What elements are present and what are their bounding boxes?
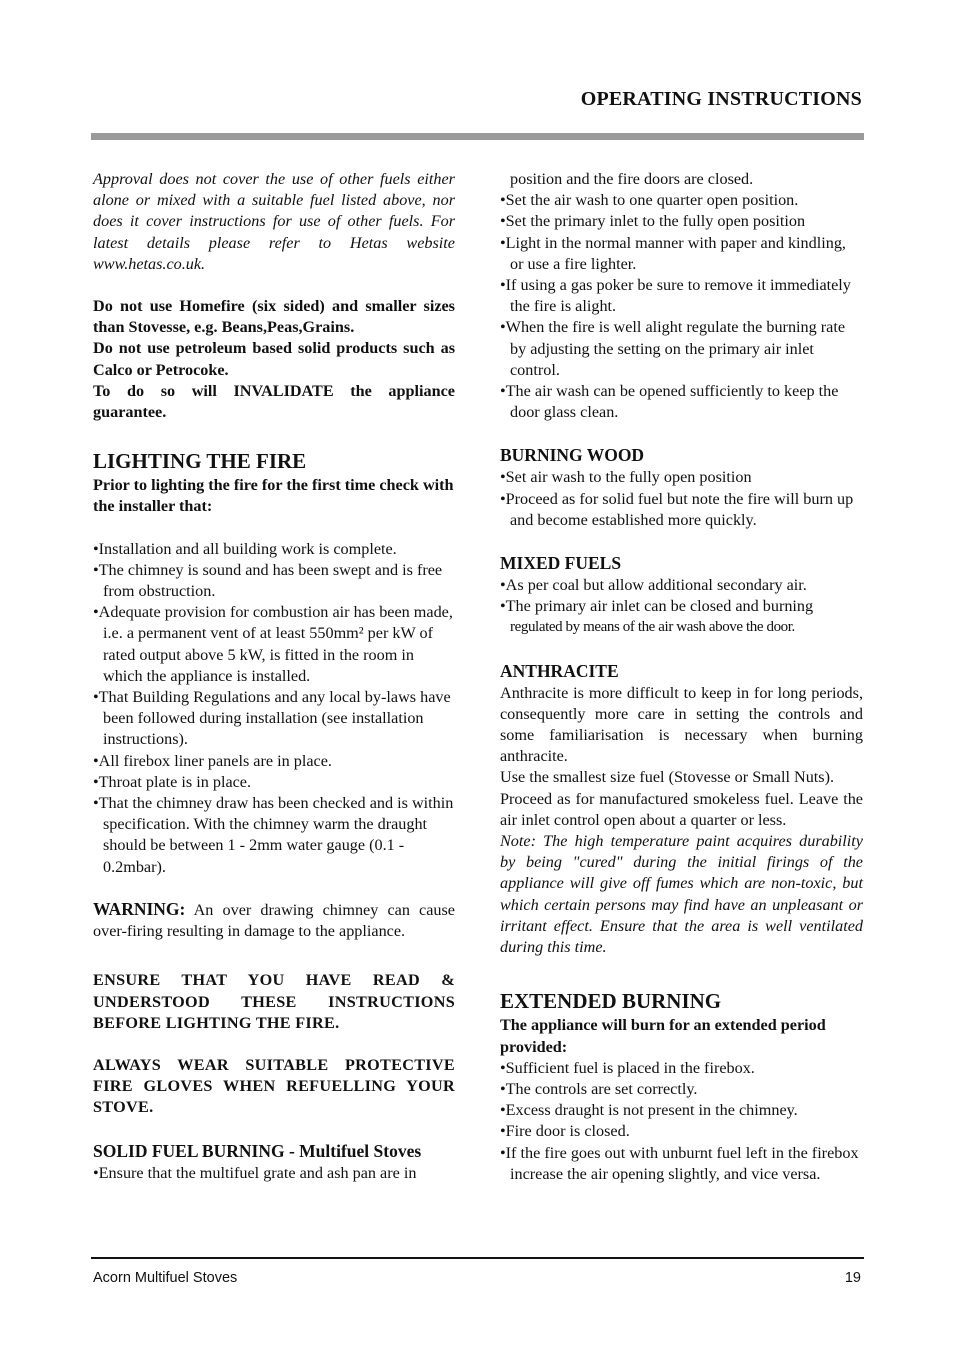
list-item: •Sufficient fuel is placed in the firebox.: [500, 1058, 755, 1077]
list-item: •Set the air wash to one quarter open position.: [500, 191, 799, 210]
solid-fuel-heading: SOLID FUEL BURNING - Multifuel Stoves: [93, 1140, 422, 1161]
list-item: •The air wash can be opened sufficiently to keep the door glass clean.: [500, 382, 839, 422]
list-item: •All firebox liner panels are in place.: [93, 751, 332, 770]
list-item: •As per coal but allow additional secondary air.: [500, 576, 807, 595]
page-title: OPERATING INSTRUCTIONS: [580, 88, 862, 110]
warning-label: WARNING:: [93, 898, 186, 919]
anthracite-paragraph: Use the smallest size fuel (Stovesse or Small Nuts).: [500, 768, 835, 787]
anthracite-heading: ANTHRACITE: [500, 660, 619, 681]
solid-fuel-continuation: position and the fire doors are closed.: [510, 170, 754, 188]
list-item: •Light in the normal manner with paper and kindling, or use a fire lighter.: [500, 233, 846, 273]
guarantee-warning: To do so will INVALIDATE the appliance guarantee.: [93, 381, 455, 422]
burning-wood-heading: BURNING WOOD: [500, 445, 645, 466]
list-item-continuation: regulated by means of the air wash above the door.: [510, 619, 795, 636]
read-instructions-notice: ENSURE THAT YOU HAVE READ & UNDERSTOOD THESE INSTRUCTIONS BEFORE LIGHTING THE FIRE.: [93, 971, 455, 1032]
mixed-fuels-heading: MIXED FUELS: [500, 553, 622, 574]
paint-curing-note: Note: The high temperature paint acquires durability by being "cured" during the initial firings of the appliance will give off fumes which are non-toxic, but which certain persons may find have an unpleasant or irritant effect. Ensure that the area is well ventilated during this time.: [500, 832, 863, 957]
list-item: •The primary air inlet can be closed and burning: [500, 597, 814, 616]
list-item: •That the chimney draw has been checked and is within specification. With the chimney warm the draught should be between 1 - 2mm water gauge (0.1 - 0.2mbar).: [93, 794, 454, 876]
page-number: 19: [844, 1270, 861, 1286]
list-item: •The chimney is sound and has been swept and is free from obstruction.: [93, 560, 443, 601]
lighting-checklist: [93, 539, 455, 878]
list-item: •Set air wash to the fully open position: [500, 468, 752, 487]
anthracite-paragraph: Anthracite is more difficult to keep in for long periods, consequently more care in setting the controls and some familiarisation is necessary when burning anthracite.: [500, 683, 863, 766]
approval-note: Approval does not cover the use of other fuels either alone or mixed with a suitable fuel listed above, nor does it cover instructions for use of other fuels. For latest details please refer to Hetas website www.hetas.co.uk.: [93, 170, 455, 273]
petroleum-warning: Do not use petroleum based solid products such as Calco or Petrocoke.: [93, 339, 455, 379]
list-item: •The controls are set correctly.: [500, 1079, 698, 1098]
header-rule: [91, 133, 864, 140]
list-item: •When the fire is well alight regulate the burning rate by adjusting the setting on the primary air inlet control.: [500, 318, 846, 379]
overdraw-warning: [93, 899, 455, 942]
right-column: [500, 169, 863, 1185]
list-item: •Proceed as for solid fuel but note the fire will burn up and become established more quickly.: [500, 489, 854, 529]
warning-text: An over drawing chimney can cause over-firing resulting in damage to the appliance.: [93, 900, 455, 941]
list-item: •Throat plate is in place.: [93, 772, 252, 791]
list-item: •If the fire goes out with unburnt fuel left in the firebox increase the air opening slightly, and vice versa.: [500, 1143, 859, 1183]
list-item: •If using a gas poker be sure to remove it immediately the fire is alight.: [500, 276, 851, 316]
extended-burning-intro: The appliance will burn for an extended period provided:: [500, 1016, 826, 1056]
gloves-notice: ALWAYS WEAR SUITABLE PROTECTIVE FIRE GLOVES WHEN REFUELLING YOUR STOVE.: [93, 1055, 455, 1117]
solid-fuel-first-bullet: •Ensure that the multifuel grate and ash pan are in: [93, 1163, 417, 1182]
footer-rule: [91, 1257, 864, 1259]
footer-title: Acorn Multifuel Stoves: [93, 1270, 238, 1286]
extended-burning-list: [500, 1058, 863, 1185]
lighting-intro: Prior to lighting the fire for the first time check with the installer that:: [93, 476, 454, 516]
solid-fuel-steps: [500, 190, 863, 423]
list-item: •That Building Regulations and any local by-laws have been followed during installation (see installation instructions).: [93, 688, 451, 749]
list-item: •Adequate provision for combustion air has been made, i.e. a permanent vent of at least 550mm² per kW of rated output above 5 kW, is fitted in the room in which the appliance is installed.: [93, 603, 453, 685]
lighting-heading: LIGHTING THE FIRE: [93, 449, 307, 474]
extended-burning-heading: EXTENDED BURNING: [500, 989, 722, 1014]
list-item: •Installation and all building work is complete.: [93, 539, 397, 558]
anthracite-paragraph: Proceed as for manufactured smokeless fuel. Leave the air inlet control open about a quarter or less.: [500, 789, 863, 829]
list-item: •Fire door is closed.: [500, 1122, 630, 1141]
left-column: [93, 169, 455, 1184]
list-item: •Set the primary inlet to the fully open position: [500, 212, 806, 231]
homefire-warning: Do not use Homefire (six sided) and smaller sizes than Stovesse, e.g. Beans,Peas,Grains.: [93, 297, 455, 337]
list-item: •Excess draught is not present in the chimney.: [500, 1101, 798, 1120]
